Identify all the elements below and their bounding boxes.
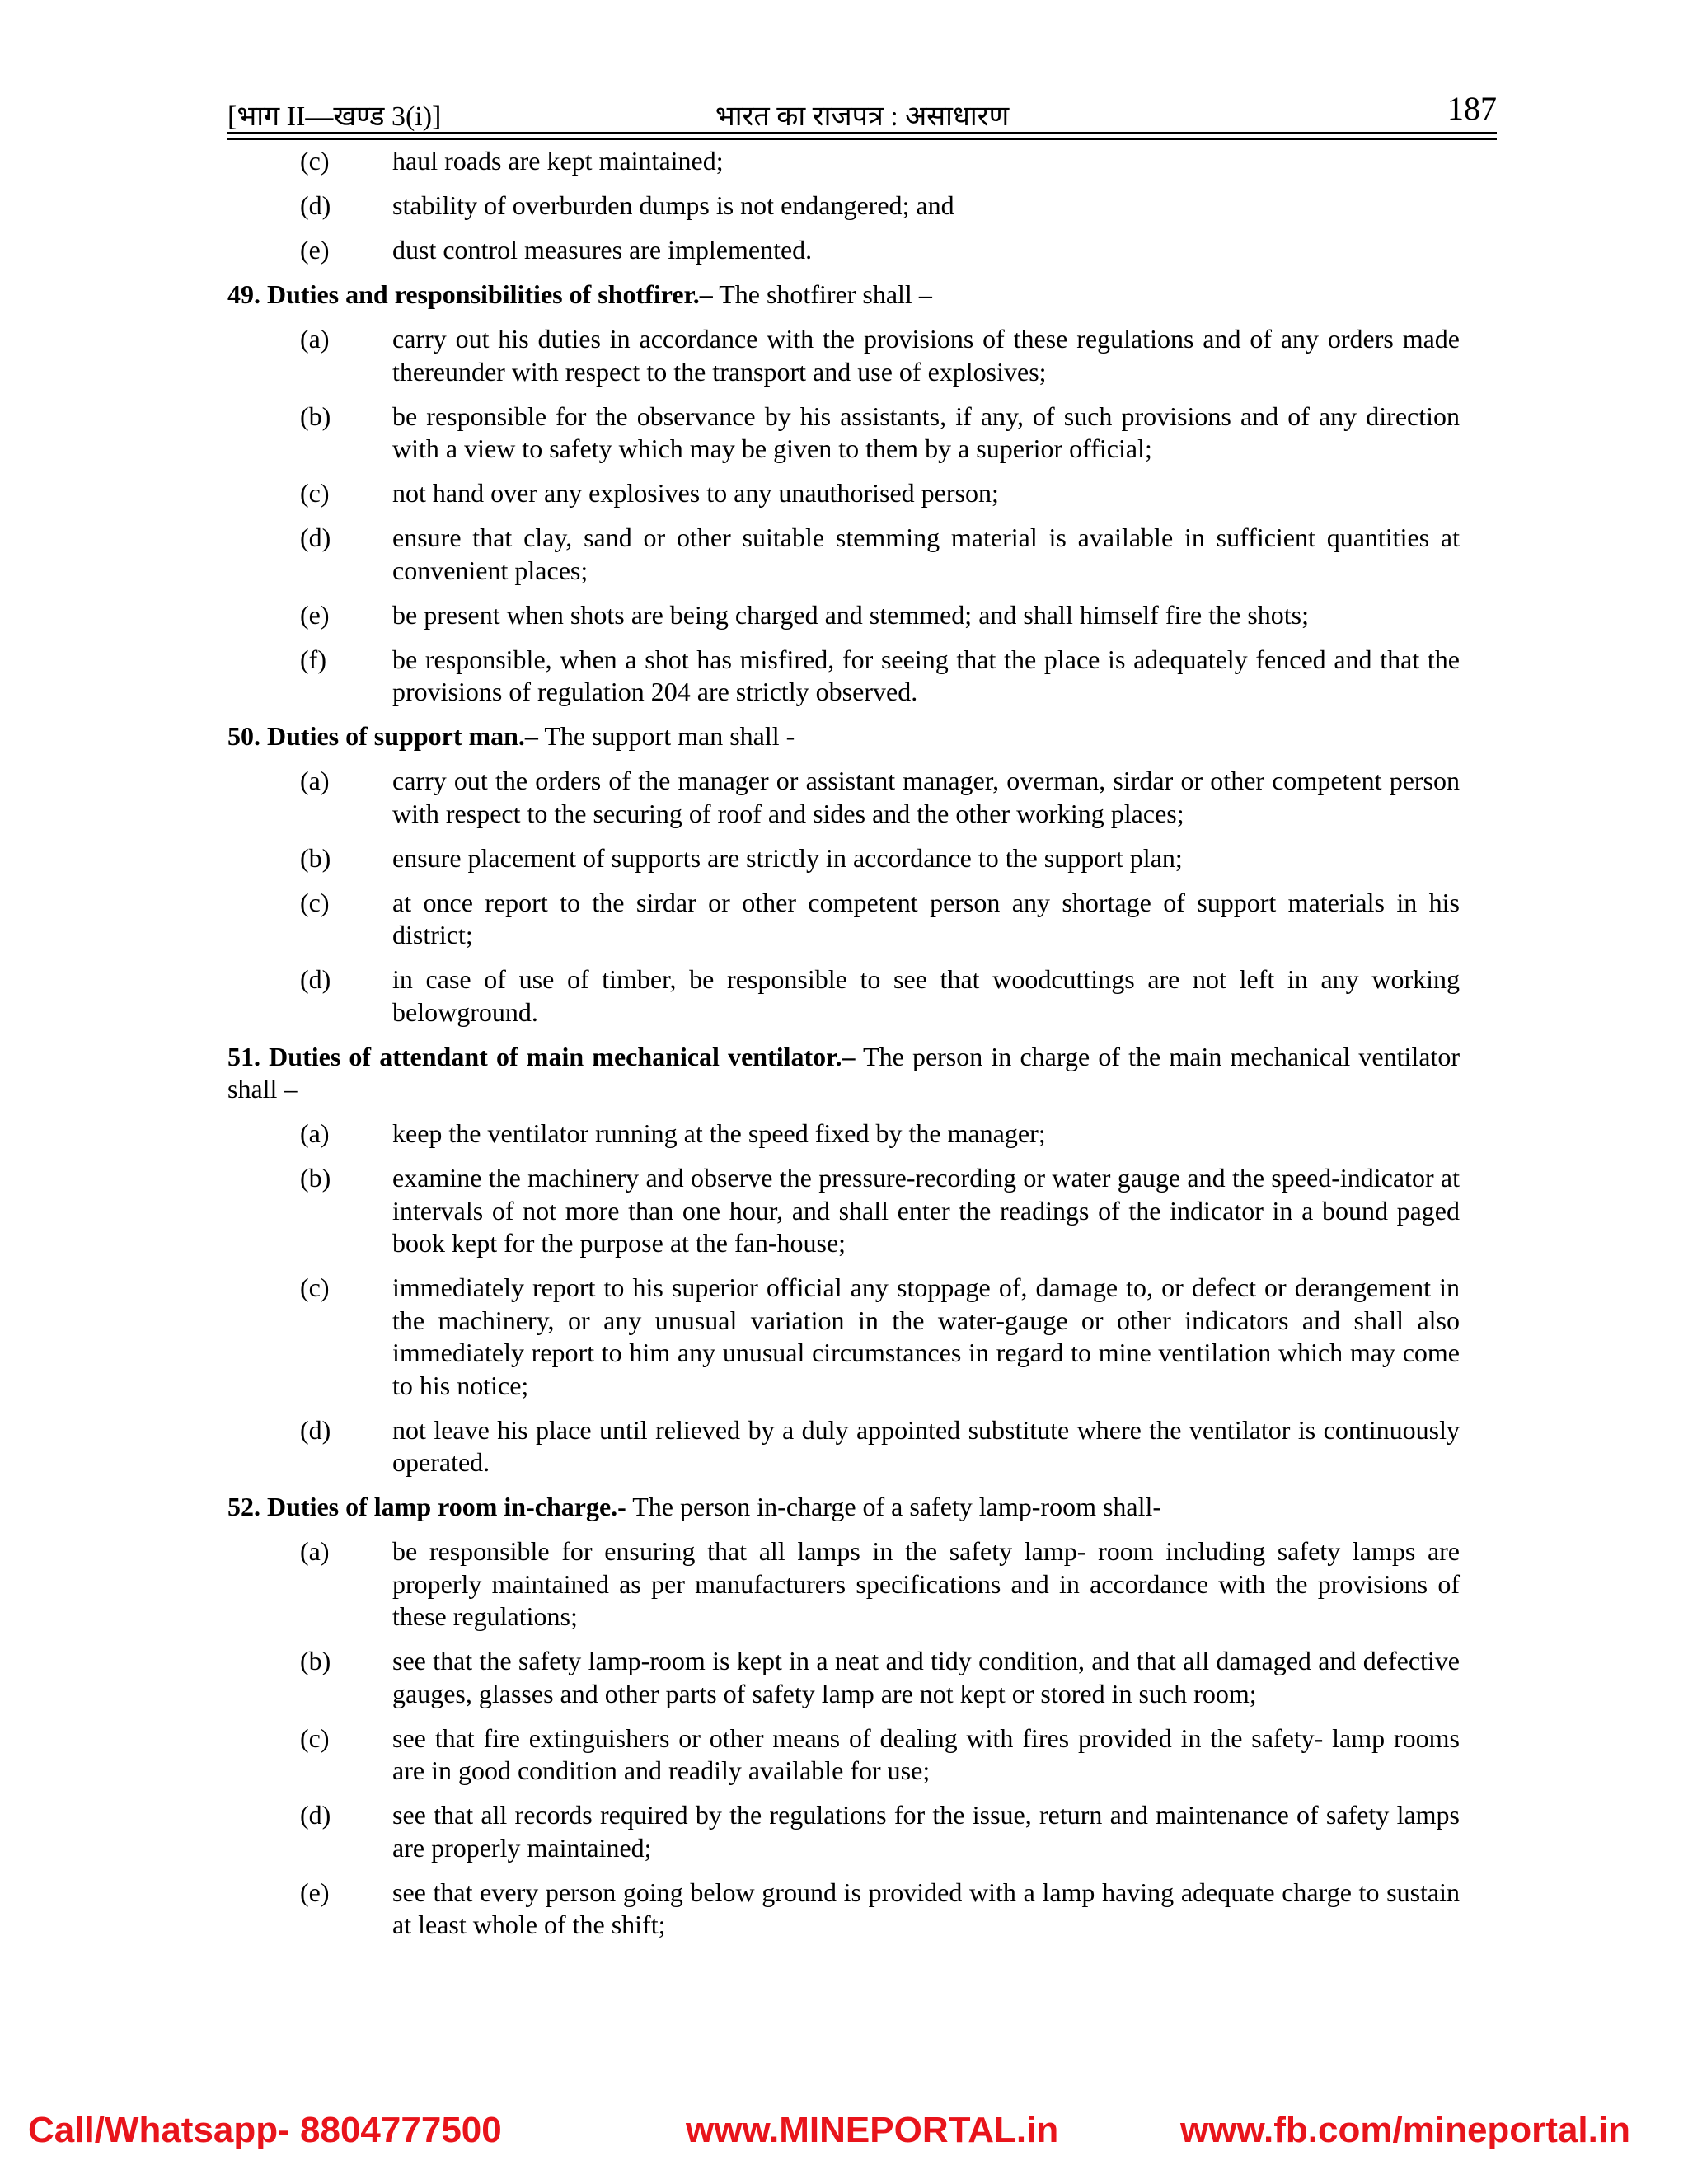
item-label: (c) [300, 1272, 330, 1302]
item-text: carry out his duties in accordance with the provisions of these regulations and of any orders made thereunder with respect to the transport and use of explosives; [392, 324, 1460, 387]
item-text: examine the machinery and observe the pressure-recording or water gauge and the speed-indicator at intervals of not more than one hour, and shall enter the readings of the indicator in a bound paged book kept for the purpose at the fan-house; [392, 1163, 1460, 1258]
list-item [227, 842, 1460, 875]
footer-phone: Call/Whatsapp- 8804777500 [28, 2110, 502, 2150]
section-intro: The person in-charge of a safety lamp-room shall- [626, 1492, 1162, 1521]
header-part-section: [भाग II—खण्ड 3(i)] [227, 101, 442, 132]
footer-facebook-link[interactable]: www.fb.com/mineportal.in [1180, 2110, 1630, 2150]
item-text: see that every person going below ground is provided with a lamp having adequate charge to sustain at least whole of the shift; [392, 1877, 1460, 1939]
list-item [227, 1645, 1460, 1710]
page-number: 187 [1447, 90, 1497, 127]
item-text: see that all records required by the regulations for the issue, return and maintenance of safety lamps are properly maintained; [392, 1800, 1460, 1863]
promo-footer [0, 2110, 1688, 2159]
list-item [227, 1722, 1460, 1788]
item-text: stability of overburden dumps is not endangered; and [392, 190, 954, 220]
continued-items [227, 145, 1460, 267]
section-intro: The support man shall - [537, 721, 795, 751]
section-52 [227, 1491, 1460, 1942]
footer-website-link[interactable]: www.MINEPORTAL.in [686, 2110, 1059, 2150]
item-label: (c) [300, 146, 330, 176]
section-49 [227, 279, 1460, 709]
section-heading [227, 720, 1460, 753]
list-item [227, 401, 1460, 466]
list-item [227, 522, 1460, 587]
item-label: (c) [300, 1722, 330, 1753]
item-text: at once report to the sirdar or other competent person any shortage of support materials in his district; [392, 887, 1460, 949]
item-text: carry out the orders of the manager or assistant manager, overman, sirdar or other competent person with respect to the securing of roof and sides and the other working places; [392, 766, 1460, 828]
list-item [227, 145, 1460, 178]
item-label: (e) [300, 235, 330, 265]
item-label: (d) [300, 523, 331, 552]
item-text: haul roads are kept maintained; [392, 146, 724, 176]
item-text: dust control measures are implemented. [392, 235, 813, 265]
item-label: (d) [300, 1414, 331, 1445]
section-51 [227, 1041, 1460, 1479]
item-text: be responsible for ensuring that all lamps in the safety lamp- room including safety lamps are properly maintained as per manufacturers specifications and in accordance with the provisions of these regulations; [392, 1536, 1460, 1631]
item-label: (e) [300, 599, 330, 630]
document-body [227, 145, 1460, 1953]
item-text: be responsible for the observance by his assistants, if any, of such provisions and of any direction with a view to safety which may be given to them by a superior official; [392, 401, 1460, 463]
item-label: (b) [300, 1646, 331, 1675]
section-heading [227, 279, 1460, 312]
header-rule-thick [227, 132, 1497, 134]
item-text: not hand over any explosives to any unauthorised person; [392, 478, 999, 508]
list-item [227, 1162, 1460, 1260]
list-item [227, 1414, 1460, 1479]
item-label: (a) [300, 1118, 330, 1148]
item-label: (b) [300, 1163, 331, 1193]
list-item [227, 1877, 1460, 1942]
item-label: (d) [300, 1800, 331, 1830]
item-label: (b) [300, 842, 331, 873]
item-text: ensure that clay, sand or other suitable stemming material is available in sufficient quantities at convenient places; [392, 523, 1460, 585]
item-label: (c) [300, 887, 330, 917]
page-header [227, 92, 1497, 134]
section-intro: The person in charge of the main mechanical ventilator shall – [227, 1041, 1461, 1104]
item-label: (e) [300, 1877, 330, 1907]
item-label: (b) [300, 401, 331, 431]
list-item [227, 234, 1460, 267]
list-item [227, 765, 1460, 830]
list-item [227, 1535, 1460, 1633]
list-item [227, 599, 1460, 632]
item-text: in case of use of timber, be responsible to see that woodcuttings are not left in any working belowground. [392, 964, 1460, 1027]
section-title: 49. Duties and responsibilities of shotfirer.– [227, 279, 713, 309]
item-label: (d) [300, 964, 331, 994]
item-text: not leave his place until relieved by a duly appointed substitute where the ventilator is continuously operated. [392, 1414, 1460, 1477]
section-heading [227, 1491, 1460, 1524]
item-text: ensure placement of supports are strictly in accordance to the support plan; [392, 842, 1183, 873]
item-label: (d) [300, 190, 331, 220]
item-label: (f) [300, 644, 326, 674]
list-item [227, 887, 1460, 952]
section-50 [227, 720, 1460, 1029]
list-item [227, 323, 1460, 388]
item-label: (a) [300, 324, 330, 354]
item-label: (a) [300, 766, 330, 795]
header-gazette-title: भारत का राजपत्र : असाधारण [715, 101, 1010, 132]
item-text: immediately report to his superior official any stoppage of, damage to, or defect or derangement in the machinery, or any unusual variation in the water-gauge or other indicators and shall also immediately report to him any unusual circumstances in regard to mine ventilation which may come to his notice; [392, 1272, 1460, 1400]
item-label: (c) [300, 478, 330, 508]
item-text: be present when shots are being charged and stemmed; and shall himself fire the shots; [392, 599, 1309, 630]
list-item [227, 963, 1460, 1029]
list-item [227, 190, 1460, 223]
item-label: (a) [300, 1536, 330, 1566]
section-heading [227, 1041, 1460, 1106]
section-title: 50. Duties of support man.– [227, 721, 538, 751]
item-text: see that the safety lamp-room is kept in a neat and tidy condition, and that all damaged and defective gauges, glasses and other parts of safety lamp are not kept or stored in such room; [392, 1646, 1460, 1708]
item-text: keep the ventilator running at the speed fixed by the manager; [392, 1118, 1046, 1148]
header-rule-thin [227, 138, 1497, 140]
list-item [227, 477, 1460, 510]
item-text: be responsible, when a shot has misfired, for seeing that the place is adequately fenced and that the provisions of regulation 204 are strictly observed. [392, 644, 1460, 706]
section-intro: The shotfirer shall – [712, 279, 932, 309]
list-item [227, 644, 1460, 709]
item-text: see that fire extinguishers or other means of dealing with fires provided in the safety- lamp rooms are in good condition and readily available for use; [392, 1722, 1460, 1785]
list-item [227, 1799, 1460, 1864]
section-title: 51. Duties of attendant of main mechanical ventilator.– [227, 1041, 856, 1071]
list-item [227, 1118, 1460, 1151]
list-item [227, 1272, 1460, 1402]
section-title: 52. Duties of lamp room in-charge.- [227, 1492, 626, 1521]
